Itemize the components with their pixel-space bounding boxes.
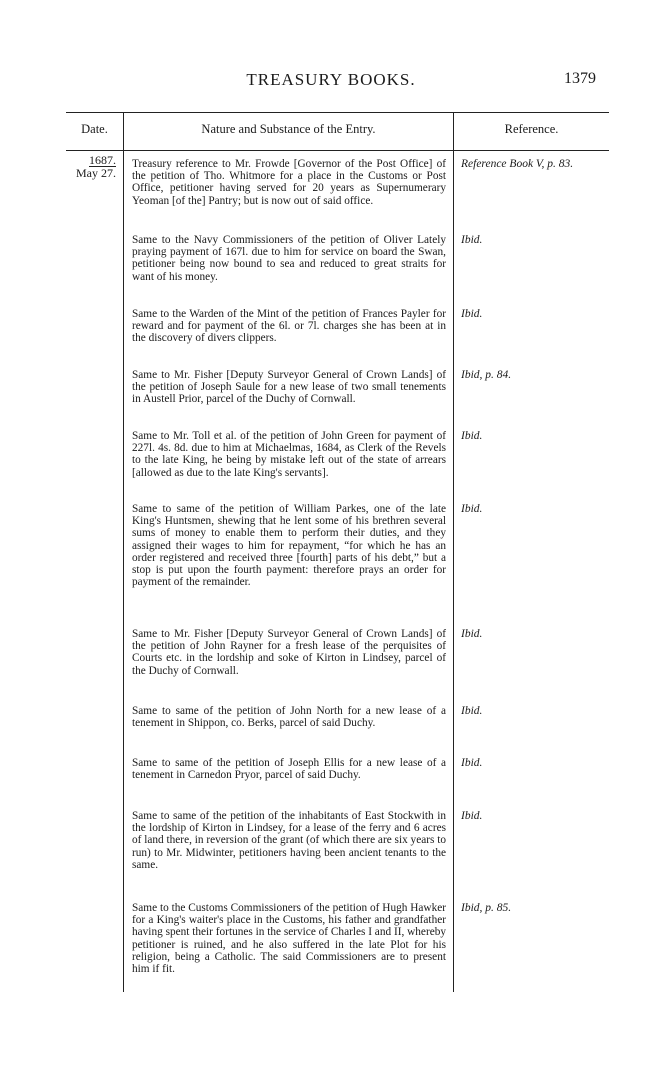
entries-table: [66, 112, 609, 992]
entry-6: Same to same of the petition of William Parkes, one of the late King's Huntsmen, shewing that he lent some of his brethren several sums of money to enable them to perform their duties, and they assigned their wages to him for repayment, “for which he has an order registered and received three [fourth] parts of his debt,” but a stop is put upon the fourth payment: therefore prays an order for payment of the remainder.: [132, 503, 446, 589]
entry-6-reference: Ibid.: [461, 503, 483, 515]
page-header: [66, 70, 596, 98]
page-number: 1379: [564, 70, 596, 87]
entry-11-reference: Ibid, p. 85.: [461, 902, 512, 914]
column-header-date: Date.: [81, 122, 108, 136]
date-day: May 27.: [76, 166, 116, 180]
table-top-rule: [66, 112, 609, 113]
entry-5-reference: Ibid.: [461, 430, 483, 442]
entry-2-reference: Ibid.: [461, 234, 483, 246]
entry-1: Treasury reference to Mr. Frowde [Governor of the Post Office] of the petition of Tho. Whitmore for a place in the Customs or Post Office, petitioner having served for 20 years as Supernumerary Yeoman [of the] Pantry; but is now out of said office.: [132, 158, 446, 207]
entry-8-reference: Ibid.: [461, 705, 483, 717]
entry-5: Same to Mr. Toll et al. of the petition of John Green for payment of 227l. 4s. 8d. due to him at Michaelmas, 1684, as Clerk of the Revels to the late King, he being by mistake left out of the state of arrears [allowed as due to the late King's servants].: [132, 430, 446, 479]
entry-3-reference: Ibid.: [461, 308, 483, 320]
entry-3: Same to the Warden of the Mint of the petition of Frances Payler for reward and for payment of the 6l. or 7l. charges she has been at in the discovery of divers clippers.: [132, 308, 446, 345]
date-year: 1687.: [89, 153, 116, 167]
table-header-rule: [66, 150, 609, 151]
entry-7-reference: Ibid.: [461, 628, 483, 640]
running-title: TREASURY BOOKS.: [246, 70, 416, 89]
entry-1-reference: Reference Book V, p. 83.: [461, 158, 574, 170]
entry-7: Same to Mr. Fisher [Deputy Surveyor General of Crown Lands] of the petition of John Rayner for a fresh lease of the perquisites of Courts etc. in the lordship and soke of Kirton in Lindsey, parcel of the Duchy of Cornwall.: [132, 628, 446, 677]
column-divider-date: [123, 112, 124, 992]
entry-2: Same to the Navy Commissioners of the petition of Oliver Lately praying payment of 167l. due to him for service on board the Swan, petitioner being now bound to sea and reduced to great straits for want of his money.: [132, 234, 446, 283]
entry-10-reference: Ibid.: [461, 810, 483, 822]
entry-4-reference: Ibid, p. 84.: [461, 369, 512, 381]
entry-4: Same to Mr. Fisher [Deputy Surveyor General of Crown Lands] of the petition of Joseph Saule for a new lease of two small tenements in Austell Prior, parcel of the Duchy of Cornwall.: [132, 369, 446, 406]
entry-11: Same to the Customs Commissioners of the petition of Hugh Hawker for a King's waiter's place in the Customs, his father and grandfather having spent their fortunes in the service of Charles I and II, whereby petitioner is ruined, and he also suffered in the late Plot for his religion, being a Catholic. The said Commissioners are to present him if fit.: [132, 902, 447, 976]
entry-date: [66, 154, 122, 179]
column-header-nature: Nature and Substance of the Entry.: [201, 122, 376, 136]
entry-9: Same to same of the petition of Joseph Ellis for a new lease of a tenement in Carnedon Pryor, parcel of said Duchy.: [132, 757, 446, 782]
entry-9-reference: Ibid.: [461, 757, 483, 769]
entry-10: Same to same of the petition of the inhabitants of East Stockwith in the lordship of Kirton in Lindsey, for a lease of the ferry and 6 acres of land there, in reversion of the grant (of which there are six years to run) to Mr. Midwinter, petitioners having been ancient tenants to the same.: [132, 810, 446, 871]
column-divider-reference: [453, 112, 454, 992]
entry-8: Same to same of the petition of John North for a new lease of a tenement in Shippon, co. Berks, parcel of said Duchy.: [132, 705, 446, 730]
column-header-reference: Reference.: [504, 122, 559, 136]
